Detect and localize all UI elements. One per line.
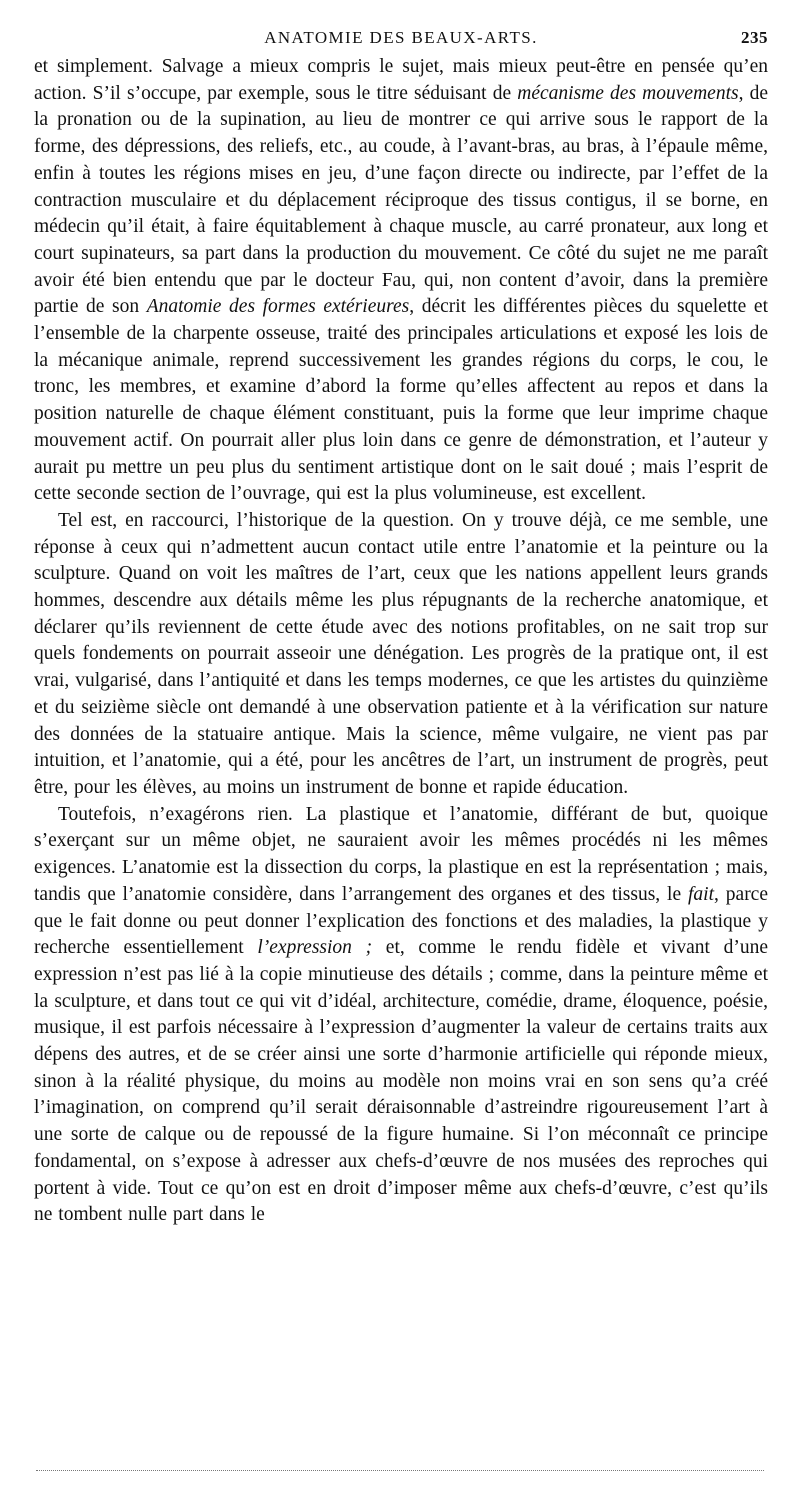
text-segment: , décrit les différentes pièces du squelette et l’ensemble de la charpente osseuse, traité des principales articulations et exposé les lois de la mécanique animale, reprend successivement les grandes régions du corps, le cou, le tronc, les membres, et examine d’abord la forme qu’elles affectent au repos et dans la position naturelle de chaque élément constituant, puis la forme que leur imprime chaque mouvement actif. On pourrait aller plus loin dans ce genre de démonstration, et l’auteur y aurait pu mettre un peu plus du sentiment artistique dont on le sait doué ; mais l’esprit de cette seconde section de l’ouvrage, qui est la plus volumineuse, est excellent. xyxy=(34,296,769,505)
italic-term: l’expression ; xyxy=(257,937,373,959)
paragraph-3 xyxy=(34,802,768,1229)
text-segment: Tel est, en raccourci, l’historique de la question. On y trouve déjà, ce me semble, une réponse à ceux qui n’admettent aucun contact utile entre l’anatomie et la peinture ou la sculpture. Quand on voit les maîtres de l’art, ceux que les nations appellent leurs grands hommes, descendre aux détails même les plus répugnants de la recherche anatomique, et déclarer qu’ils reviennent de cette étude avec des notions profitables, on ne sait trop sur quels fondements on pourrait asseoir une dénégation. Les progrès de la pratique ont, il est vrai, vulgarisé, dans l’antiquité et dans les temps modernes, ce que les artistes du quinzième et du seizième siècle ont demandé à une observation patiente et à la vérification sur nature des données de la statuaire antique. Mais la science, même vulgaire, ne vient pas par intuition, et l’anatomie, qui a été, pour les ancêtres de l’art, un instrument de progrès, peut être, pour les élèves, au moins un instrument de bonne et rapide éducation. xyxy=(34,509,768,798)
italic-book-title: Anatomie des formes extérieures xyxy=(146,296,410,318)
text-segment: Toutefois, n’exagérons rien. La plastique et l’anatomie, différant de but, quoique s’exerçant sur un même objet, ne sauraient avoir les mêmes procédés ni les mêmes exigences. L’anatomie est la dissection du corps, la plastique en est la représentation ; mais, tandis que l’anatomie considère, dans l’arrangement des organes et des tissus, le xyxy=(34,803,768,905)
text-segment: , parce que le fait donne ou peut donner l’explication des fonctions et des maladies, la plastique y recherche essentiellement xyxy=(34,883,768,959)
page-number: 235 xyxy=(741,28,768,47)
running-title: ANATOMIE DES BEAUX-ARTS. xyxy=(264,28,538,47)
paragraph-2 xyxy=(34,508,768,802)
text-segment: et simplement. Salvage a mieux compris le sujet, mais mieux peut-être en pensée qu’en action. S’il s’occupe, par exemple, sous le titre séduisant de xyxy=(34,56,768,104)
paragraph-1 xyxy=(34,54,768,508)
running-header xyxy=(34,28,768,54)
text-segment: , de la pronation ou de la supination, au lieu de montrer ce qui arrive sous le rapport de la forme, des dépressions, des reliefs, etc., au coude, à l’avant-bras, au bras, à l’épaule même, enfin à toutes les régions mises en jeu, d’une façon directe ou indirecte, par l’effet de la contraction musculaire et du déplacement réciproque des tissus contigus, il se borne, en médecin qu’il était, à faire équitablement à chaque muscle, au carré pronateur, aux long et court supinateurs, sa part dans la production du mouvement. Ce côté du sujet ne me paraît avoir été bien entendu que par le docteur Fau, qui, non content d’avoir, dans la première partie de son xyxy=(34,82,769,318)
italic-term: fait xyxy=(688,883,715,905)
book-page xyxy=(34,28,768,1229)
italic-term: mécanisme des mouvements xyxy=(517,82,739,104)
page-bottom-dotted-rule xyxy=(36,1470,764,1471)
text-segment: et, comme le rendu fidèle et vivant d’une expression n’est pas lié à la copie minutieuse des détails ; comme, dans la peinture même et la sculpture, et dans tout ce qui vit d’idéal, architecture, comédie, drame, éloquence, poésie, musique, il est parfois nécessaire à l’expression d’augmenter la valeur de certains traits aux dépens des autres, et de se créer ainsi une sorte d’harmonie artificielle qui réponde mieux, sinon à la réalité physique, du moins au modèle non moins vrai en son sens qu’a créé l’imagination, on comprend qu’il serait déraisonnable d’astreindre rigoureusement l’art à une sorte de calque ou de repoussé de la figure humaine. Si l’on méconnaît ce principe fondamental, on s’expose à adresser aux chefs-d’œuvre de nos musées des reproches qui portent à vide. Tout ce qu’on est en droit d’imposer même aux chefs-d’œuvre, c’est qu’ils ne tombent nulle part dans le xyxy=(34,937,768,1226)
